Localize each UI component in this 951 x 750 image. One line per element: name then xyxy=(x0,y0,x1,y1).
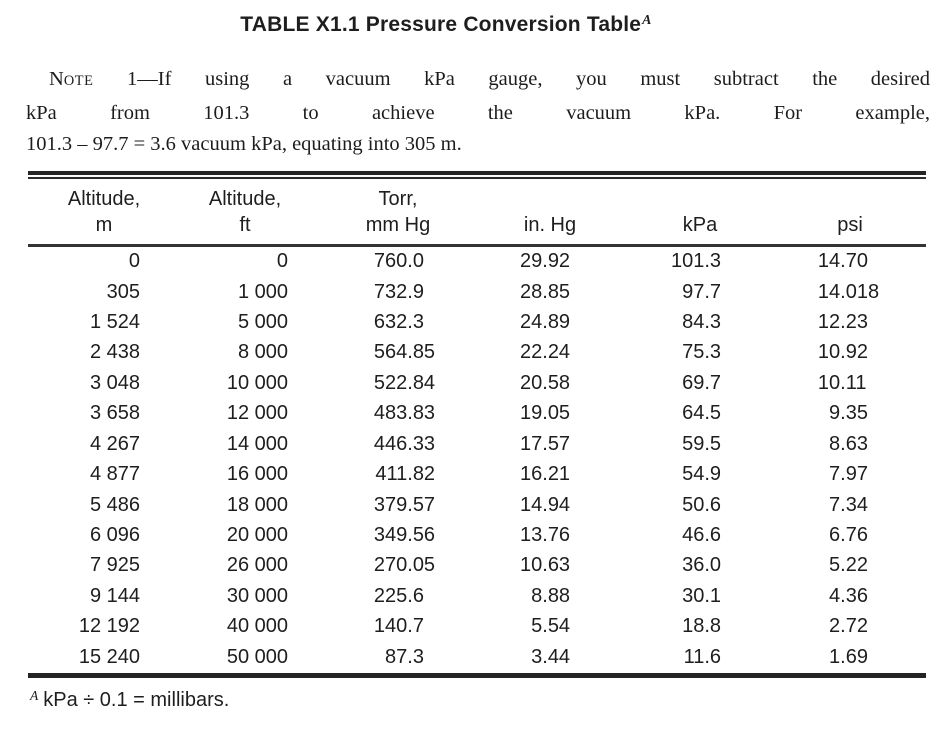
table-body xyxy=(28,247,926,673)
column-header-altitude-m: Altitude, m xyxy=(67,188,141,236)
table-cell: 26 000 xyxy=(226,554,288,577)
table-cell: 4 267 xyxy=(89,432,140,455)
table-cell: 30. 1 xyxy=(682,584,722,607)
column-header-torr-mm-hg: Torr, mm Hg xyxy=(365,188,431,236)
table-cell: 12 192 xyxy=(78,615,140,638)
table-cell: 349. 56 xyxy=(373,524,436,546)
table-cell: 59. 5 xyxy=(682,432,722,455)
table-row xyxy=(28,581,926,611)
table-cell: 28. 85 xyxy=(520,280,571,303)
table-row xyxy=(28,612,926,642)
table-cell: 10. 11 xyxy=(817,371,867,394)
table-row xyxy=(28,490,926,520)
note-line-3: 101.3 – 97.7 = 3.6 vacuum kPa, equating into 305 m. xyxy=(26,133,462,155)
table-cell: 87. 3 xyxy=(385,645,424,668)
table-cell: 20. 58 xyxy=(520,371,571,394)
table-footnote xyxy=(30,689,229,712)
table-cell: 12 000 xyxy=(226,402,288,425)
table-row xyxy=(28,459,926,489)
footnote-marker: A xyxy=(30,688,39,703)
table-cell: 411. 82 xyxy=(375,463,436,486)
table-cell: 140. 7 xyxy=(373,615,424,638)
pressure-conversion-table xyxy=(28,171,926,678)
table-cell: 632. 3 xyxy=(373,311,424,334)
table-cell: 9 144 xyxy=(89,584,140,607)
table-cell: 22. 24 xyxy=(520,341,571,364)
table-cell: 270. 05 xyxy=(373,554,436,577)
table-cell: 36. 0 xyxy=(682,554,722,577)
table-cell: 16 000 xyxy=(226,463,288,486)
table-cell: 0 xyxy=(128,250,140,273)
table-cell: 3 048 xyxy=(89,371,140,394)
table-cell: 50 000 xyxy=(226,645,288,668)
table-cell: 30 000 xyxy=(226,584,288,607)
table-cell: 7. 34 xyxy=(829,493,868,516)
table-cell: 3 658 xyxy=(89,402,140,425)
table-cell: 10. 63 xyxy=(520,554,571,577)
table-cell: 75. 3 xyxy=(682,341,722,364)
table-cell: 2. 72 xyxy=(829,615,868,638)
table-cell: 10. 92 xyxy=(817,341,868,364)
table-cell: 14. 70 xyxy=(817,250,868,273)
table-cell: 760. 0 xyxy=(373,250,424,273)
table-cell: 50. 6 xyxy=(682,493,722,516)
table-cell: 24. 89 xyxy=(520,311,571,334)
table-cell: 64. 5 xyxy=(682,402,722,425)
table-cell: 101. 3 xyxy=(670,250,722,273)
table-cell: 14. 94 xyxy=(520,493,571,516)
table-cell: 10 000 xyxy=(226,371,288,394)
table-cell: 20 000 xyxy=(226,524,288,546)
table-cell: 2 438 xyxy=(89,341,140,364)
table-cell: 4. 36 xyxy=(829,584,868,607)
table-cell: 4 877 xyxy=(89,463,140,486)
table-cell: 14. 018 xyxy=(817,280,880,303)
table-cell: 5. 54 xyxy=(531,615,571,638)
note-line-2: kPa from 101.3 to achieve the vacuum kPa. For example, xyxy=(26,101,930,124)
table-cell: 0 xyxy=(276,250,288,273)
table-cell: 18. 8 xyxy=(682,615,722,638)
table-cell: 7. 97 xyxy=(829,463,868,486)
table-cell: 1 000 xyxy=(237,280,288,303)
column-header-in-hg: in. Hg xyxy=(523,214,577,236)
table-cell: 13. 76 xyxy=(520,524,571,546)
table-cell: 15 240 xyxy=(78,645,140,668)
table-cell: 7 925 xyxy=(89,554,140,577)
table-cell: 40 000 xyxy=(226,615,288,638)
table-cell: 446. 33 xyxy=(373,432,436,455)
table-cell: 225. 6 xyxy=(373,584,424,607)
table-cell: 483. 83 xyxy=(373,402,436,425)
column-header-psi: psi xyxy=(837,214,863,236)
table-cell: 12. 23 xyxy=(817,311,868,334)
table-cell: 9. 35 xyxy=(829,402,868,425)
table-cell: 8. 88 xyxy=(531,584,571,607)
note-line-1-text: 1—If using a vacuum kPa gauge, you must subtract the desired xyxy=(93,68,930,90)
table-cell: 5 486 xyxy=(89,493,140,516)
note-paragraph xyxy=(26,64,930,161)
table-cell: 1. 69 xyxy=(829,645,868,668)
table-cell: 564. 85 xyxy=(373,341,436,364)
table-cell: 46. 6 xyxy=(682,524,722,546)
table-cell: 5. 22 xyxy=(829,554,868,577)
table-row xyxy=(28,247,926,277)
table-cell: 8. 63 xyxy=(829,432,868,455)
table-cell: 14 000 xyxy=(226,432,288,455)
note-label-initial: N xyxy=(49,68,64,90)
table-row xyxy=(28,368,926,398)
table-header-row xyxy=(28,179,926,244)
column-header-altitude-ft: Altitude, ft xyxy=(208,188,282,236)
table-cell: 17. 57 xyxy=(520,432,571,455)
table-cell: 1 524 xyxy=(89,311,140,334)
table-title-text: TABLE X1.1 Pressure Conversion Table xyxy=(240,13,642,36)
table-bottom-rule xyxy=(28,673,926,678)
table-title xyxy=(0,13,895,37)
table-cell: 11. 6 xyxy=(683,645,722,668)
table-row xyxy=(28,642,926,672)
table-cell: 3. 44 xyxy=(531,645,571,668)
table-cell: 305 xyxy=(106,280,140,303)
table-cell: 84. 3 xyxy=(682,311,722,334)
table-top-rule xyxy=(28,171,926,179)
table-row xyxy=(28,520,926,550)
table-cell: 8 000 xyxy=(237,341,288,364)
table-row xyxy=(28,399,926,429)
table-row xyxy=(28,338,926,368)
footnote-text: kPa ÷ 0.1 = millibars. xyxy=(43,689,230,711)
table-cell: 97. 7 xyxy=(682,280,722,303)
table-row xyxy=(28,429,926,459)
table-cell: 5 000 xyxy=(237,311,288,334)
table-cell: 379. 57 xyxy=(373,493,436,516)
column-header-kpa: kPa xyxy=(682,214,718,236)
table-cell: 29. 92 xyxy=(520,250,571,273)
table-cell: 6. 76 xyxy=(829,524,868,546)
table-cell: 69. 7 xyxy=(682,371,722,394)
note-line-1 xyxy=(26,64,930,98)
table-row xyxy=(28,277,926,307)
title-footnote-marker: A xyxy=(642,13,652,28)
table-cell: 732. 9 xyxy=(373,280,424,303)
table-row xyxy=(28,551,926,581)
table-cell: 18 000 xyxy=(226,493,288,516)
table-cell: 16. 21 xyxy=(520,463,571,486)
table-cell: 19. 05 xyxy=(520,402,571,425)
table-cell: 522. 84 xyxy=(373,371,436,394)
table-cell: 6 096 xyxy=(89,524,140,546)
table-cell: 54. 9 xyxy=(682,463,722,486)
note-label-smallcaps: OTE xyxy=(63,73,94,89)
table-row xyxy=(28,307,926,337)
